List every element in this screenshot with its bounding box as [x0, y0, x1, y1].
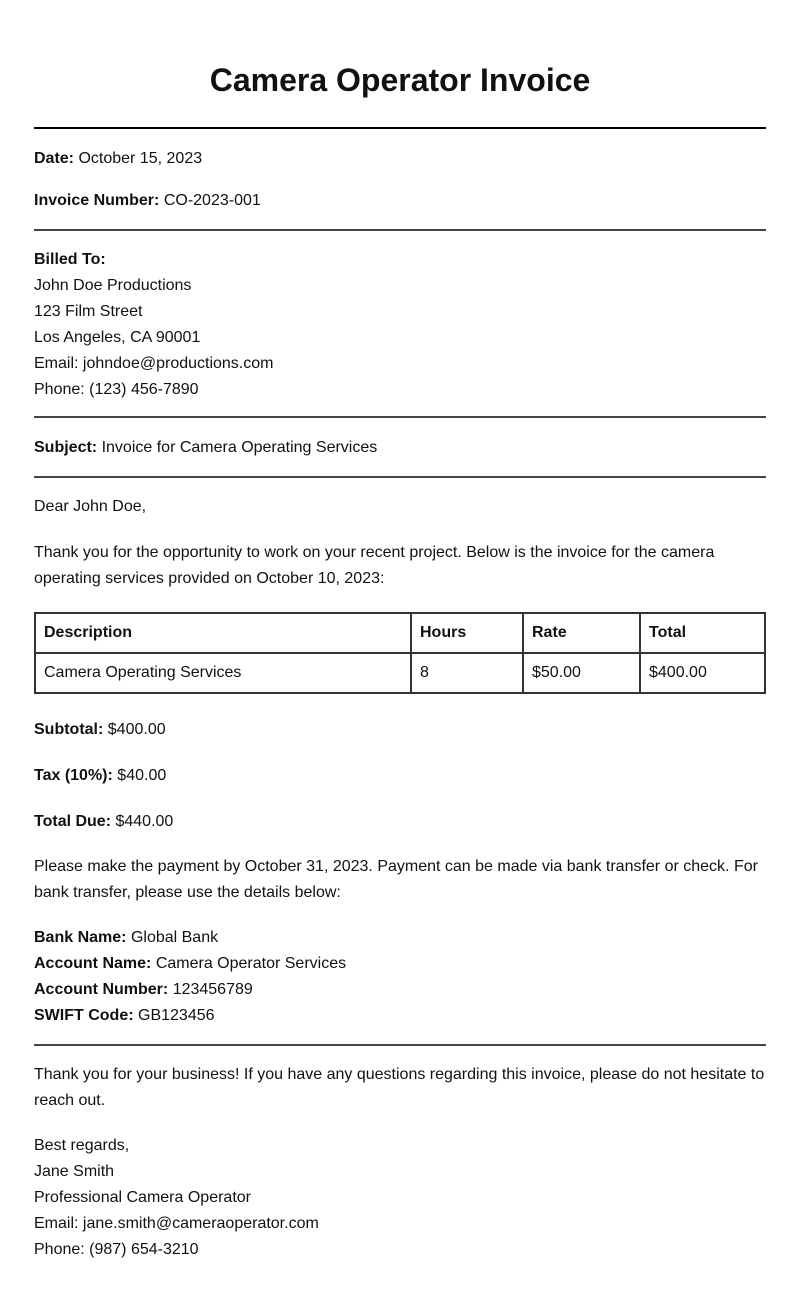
page-title: Camera Operator Invoice	[209, 62, 591, 98]
bank-name-value: Global Bank	[130, 929, 219, 946]
divider	[34, 416, 766, 418]
swift-code-label: SWIFT Code:	[34, 1007, 134, 1024]
intro-paragraph: Thank you for the opportunity to work on your recent project. Below is the invoice for the camera operating services provided on October 10, 2023:	[34, 544, 715, 587]
bank-name	[34, 925, 766, 951]
bank-name-label: Bank Name:	[34, 929, 127, 946]
account-number-value: 123456789	[172, 981, 253, 998]
date-value: October 15, 2023	[78, 150, 203, 167]
column-header-total: Total	[640, 613, 765, 653]
swift-code-value: GB123456	[138, 1007, 215, 1024]
divider	[34, 476, 766, 478]
billed-to-line: 123 Film Street	[34, 303, 143, 320]
cell-description: Camera Operating Services	[35, 653, 411, 693]
greeting: Dear John Doe,	[34, 498, 147, 515]
payment-paragraph: Please make the payment by October 31, 2023. Payment can be made via bank transfer or check. For bank transfer, please use the details below:	[34, 858, 758, 901]
divider	[34, 127, 766, 129]
table-row	[35, 653, 765, 693]
subtotal	[34, 717, 166, 743]
subtotal-label: Subtotal:	[34, 721, 104, 738]
billed-to-line: Los Angeles, CA 90001	[34, 329, 201, 346]
cell-hours: 8	[411, 653, 523, 693]
billed-to-phone: Phone: (123) 456-7890	[34, 381, 199, 398]
date-label: Date:	[34, 150, 75, 167]
account-number-label: Account Number:	[34, 981, 169, 998]
services-table	[34, 612, 766, 694]
subject-value: Invoice for Camera Operating Services	[101, 439, 378, 456]
table-header-row	[35, 613, 765, 653]
signer-phone: Phone: (987) 654-3210	[34, 1241, 199, 1258]
billed-to-email: Email: johndoe@productions.com	[34, 355, 274, 372]
account-number	[34, 977, 766, 1003]
divider	[34, 229, 766, 231]
invoice-number	[34, 188, 261, 214]
tax-value: $40.00	[117, 767, 167, 784]
signer-name: Jane Smith	[34, 1163, 115, 1180]
billed-to-line: John Doe Productions	[34, 277, 192, 294]
billed-to-label: Billed To:	[34, 251, 106, 268]
tax-label: Tax (10%):	[34, 767, 113, 784]
account-name-label: Account Name:	[34, 955, 152, 972]
subtotal-value: $400.00	[107, 721, 166, 738]
total-due	[34, 809, 173, 835]
tax	[34, 763, 166, 789]
signature-block	[34, 1133, 766, 1263]
subject	[34, 435, 377, 461]
invoice-number-label: Invoice Number:	[34, 192, 160, 209]
subject-label: Subject:	[34, 439, 98, 456]
total-due-label: Total Due:	[34, 813, 112, 830]
bank-details	[34, 925, 766, 1029]
cell-total: $400.00	[640, 653, 765, 693]
sign-off: Best regards,	[34, 1137, 130, 1154]
signer-title: Professional Camera Operator	[34, 1189, 251, 1206]
column-header-rate: Rate	[523, 613, 640, 653]
cell-rate: $50.00	[523, 653, 640, 693]
invoice-number-value: CO-2023-001	[163, 192, 261, 209]
column-header-hours: Hours	[411, 613, 523, 653]
account-name-value: Camera Operator Services	[155, 955, 347, 972]
divider	[34, 1044, 766, 1046]
total-due-value: $440.00	[115, 813, 174, 830]
invoice-date	[34, 146, 202, 172]
billed-to-block	[34, 247, 766, 403]
column-header-description: Description	[35, 613, 411, 653]
signer-email: Email: jane.smith@cameraoperator.com	[34, 1215, 319, 1232]
account-name	[34, 951, 766, 977]
swift-code	[34, 1003, 766, 1029]
closing-paragraph: Thank you for your business! If you have any questions regarding this invoice, please do not hesitate to reach out.	[34, 1066, 765, 1109]
